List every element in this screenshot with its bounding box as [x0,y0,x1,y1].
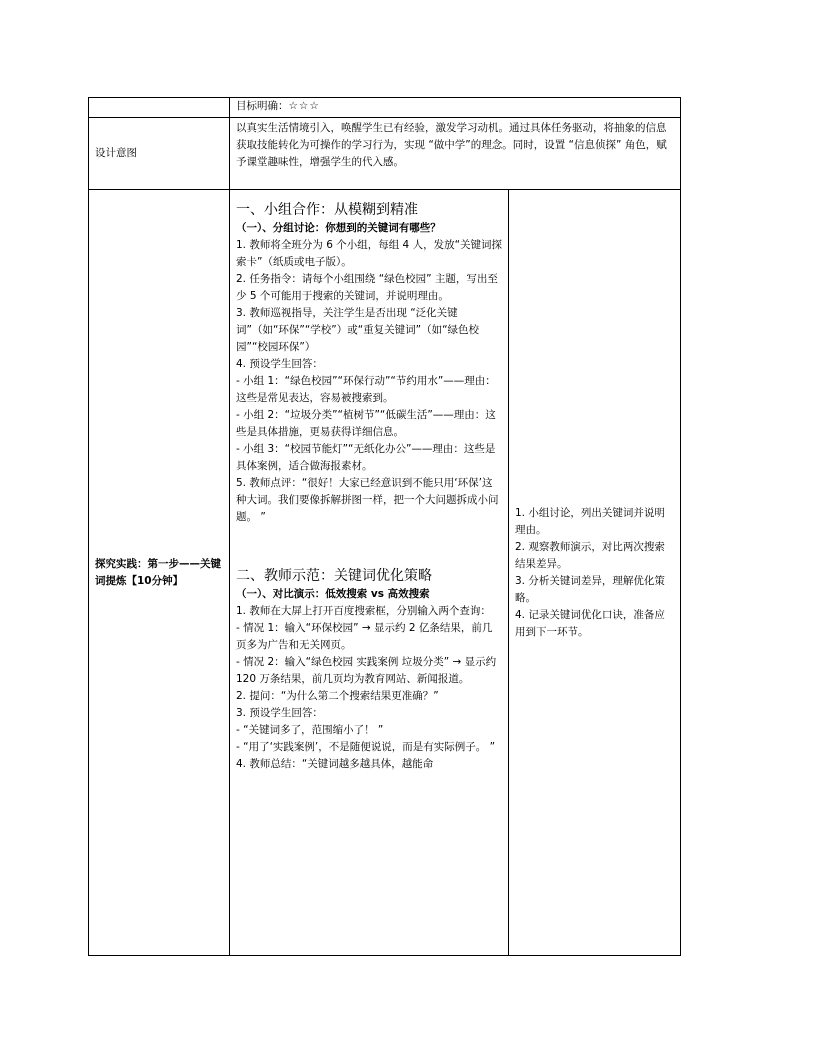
section1-line: - 小组 1：“绿色校园”“环保行动”“节约用水”——理由：这些是常见表达，容易被搜索到。 [236,375,496,404]
student-activity-item: 1. 小组讨论，列出关键词并说明理由。 [515,506,665,536]
goal-cell [230,98,681,118]
goal-label-cell [89,98,230,118]
section1-line: 5. 教师点评：“很好！大家已经意识到不能只用‘环保’这种大词。我们要像拆解拼图一样，把一个大问题拆成小问题。 ” [236,477,499,523]
design-intent-row [89,118,681,190]
section2-line: - “关键词多了，范围缩小了！ ” [236,724,384,736]
section2-line: 4. 教师总结：“关键词越多越具体，越能命 [236,758,434,770]
goal-row [89,98,681,118]
section2-title: 二、教师示范：关键词优化策略 [236,568,432,584]
inquiry-row [89,190,681,956]
section2-line: - “用了‘实践案例’，不是随便说说，而是有实际例子。 ” [236,741,496,753]
section1-line: - 小组 2：“垃圾分类”“植树节”“低碳生活”——理由：这些是具体措施，更易获得详细信息。 [236,409,496,438]
section1-line: 2. 任务指令：请每个小组围绕 “绿色校园” 主题，写出至少 5 个可能用于搜索的关键词，并说明理由。 [236,273,498,302]
section2-line: - 情况 1：输入“环保校园” → 显示约 2 亿条结果，前几页多为广告和无关网页。 [236,622,493,651]
student-activity-item: 3. 分析关键词差异，理解优化策略。 [515,574,665,604]
design-intent-label: 设计意图 [89,118,230,190]
lesson-plan-table [88,97,681,956]
section-gap [236,526,502,566]
section2-line: 1. 教师在大屏上打开百度搜索框，分别输入两个查询： [236,605,491,617]
section1-line: 1. 教师将全班分为 6 个小组，每组 4 人，发放“关键词探索卡”（纸质或电子版）。 [236,239,503,268]
section2-line: 3. 预设学生回答： [236,707,323,719]
section1-line: 3. 教师巡视指导，关注学生是否出现 “泛化关键词”（如“环保”“学校”）或“重复关键词”（如“绿色校园”“校园环保”） [236,307,480,353]
goal-stars: ☆☆☆ [288,100,320,112]
student-activity-item: 2. 观察教师演示，对比两次搜索结果差异。 [515,540,665,570]
student-activity-cell [509,190,681,956]
section2-line: - 情况 2：输入“绿色校园 实践案例 垃圾分类” → 显示约 120 万条结果，前几页均为教育网站、新闻报道。 [236,656,497,685]
goal-prefix: 目标明确： [236,100,289,112]
section1-subtitle: （一）、分组讨论：你想到的关键词有哪些？ [236,222,441,234]
section2-subtitle: （一）、对比演示：低效搜索 vs 高效搜索 [236,588,430,600]
inquiry-label: 探究实践：第一步——关键词提炼【10分钟】 [89,190,230,956]
student-activity-item: 4. 记录关键词优化口诀，准备应用到下一环节。 [515,608,665,638]
design-intent-text: 以真实生活情境引入，唤醒学生已有经验，激发学习动机。通过具体任务驱动，将抽象的信息获取技能转化为可操作的学习行为，实现 “做中学”的理念。同时，设置 “信息侦探” 角色，赋予课堂趣味性，增强学生的代入感。 [230,118,681,190]
teacher-activity-cell [230,190,509,956]
section1-line: - 小组 3：“校园节能灯”“无纸化办公”——理由：这些是具体案例，适合做海报素材。 [236,443,496,472]
section2-line: 2. 提问：“为什么第二个搜索结果更准确？” [236,690,439,702]
section1-title: 一、小组合作：从模糊到精准 [236,202,418,218]
section1-line: 4. 预设学生回答： [236,358,323,370]
